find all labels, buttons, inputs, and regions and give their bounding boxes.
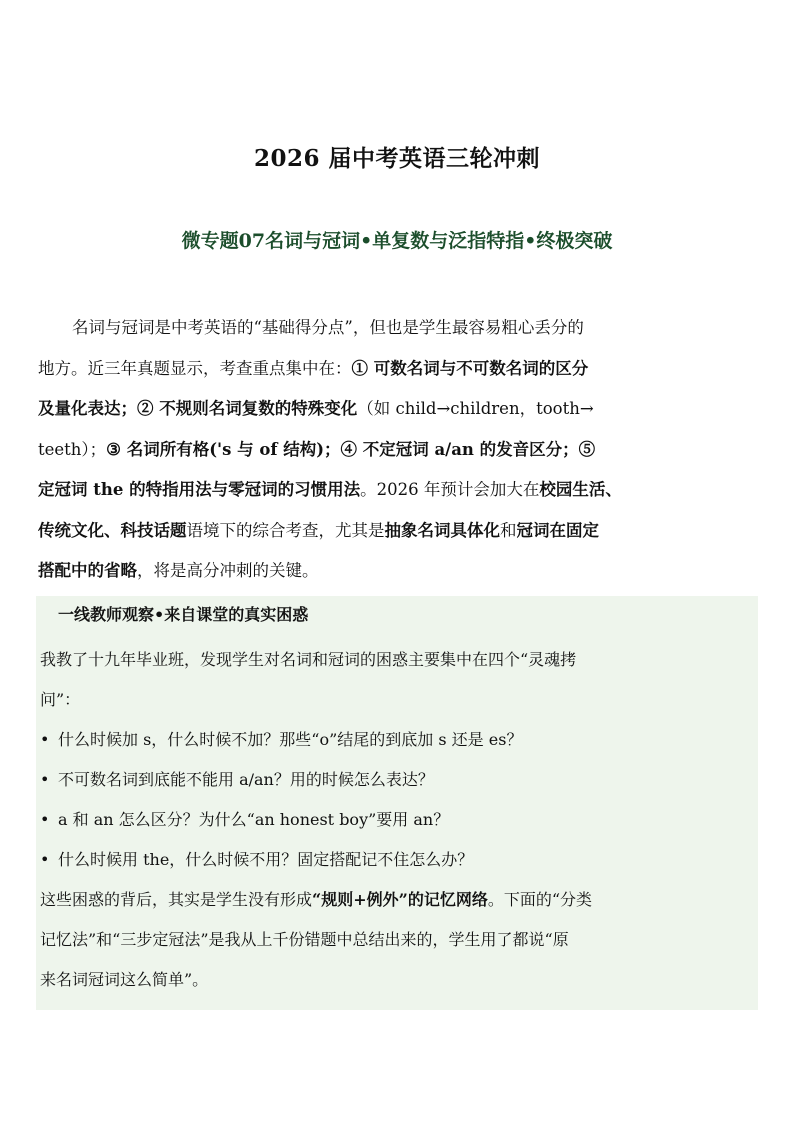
intro-text: 语境下的综合考查，尤其是 xyxy=(186,520,385,540)
list-item-text: 不可数名词到底能不能用 a/an？用的时候怎么表达？ xyxy=(58,770,434,789)
intro-text: 地方。近三年真题显示，考查重点集中在： xyxy=(38,358,352,378)
teacher-observation-box xyxy=(36,596,758,1010)
intro-text: 。2026 年预计会加大在 xyxy=(360,480,540,499)
bullet-icon: • xyxy=(40,810,50,829)
box-line xyxy=(40,880,754,920)
box-text: 。下面的“分类 xyxy=(487,890,593,909)
intro-line xyxy=(38,430,760,471)
intro-text: （如 child→children，tooth→ xyxy=(357,399,594,418)
list-item xyxy=(40,800,754,840)
intro-text: 名词与冠词是中考英语的“基础得分点”，但也是学生最容易粗心丢分的 xyxy=(72,318,584,337)
intro-emphasis: 搭配中的省略 xyxy=(38,561,137,580)
box-line xyxy=(40,960,754,1000)
intro-text: teeth）； xyxy=(38,439,107,459)
document-subtitle: 微专题07名词与冠词•单复数与泛指特指•终极突破 xyxy=(181,230,613,252)
box-line xyxy=(40,640,754,680)
box-emphasis: “规则+例外”的记忆网络 xyxy=(312,890,488,909)
list-item-text: a 和 an 怎么区分？为什么“an honest boy”要用 an？ xyxy=(58,810,450,829)
intro-emphasis: 冠词在固定 xyxy=(516,520,599,540)
bullet-icon: • xyxy=(40,730,50,749)
box-text: 我教了十九年毕业班，发现学生对名词和冠词的困惑主要集中在四个“灵魂拷 xyxy=(40,650,577,669)
intro-emphasis: 传统文化、科技话题 xyxy=(38,520,187,540)
box-text: 记忆法”和“三步定冠法”是我从上千份错题中总结出来的，学生用了都说“原 xyxy=(40,930,569,949)
intro-text: ，将是高分冲刺的关键。 xyxy=(137,561,319,580)
box-text: 来名词冠词这么简单”。 xyxy=(40,970,209,989)
box-line xyxy=(40,920,754,960)
intro-emphasis: 校园生活、 xyxy=(539,480,622,499)
document-title: 2026 届中考英语三轮冲刺 xyxy=(253,145,541,172)
intro-line xyxy=(38,389,760,430)
box-body xyxy=(40,640,754,1000)
box-line xyxy=(40,680,754,720)
intro-emphasis: 及量化表达；② 不规则名词复数的特殊变化 xyxy=(38,399,358,418)
box-text: 这些困惑的背后，其实是学生没有形成 xyxy=(40,890,313,909)
box-text: 问”： xyxy=(40,690,81,709)
intro-line xyxy=(38,511,760,552)
intro-line xyxy=(38,308,760,349)
intro-paragraph xyxy=(38,308,760,592)
list-item xyxy=(40,840,754,880)
box-title: 一线教师观察•来自课堂的真实困惑 xyxy=(58,605,309,624)
bullet-icon: • xyxy=(40,770,50,789)
intro-line xyxy=(38,470,760,511)
list-item-text: 什么时候加 s，什么时候不加？那些“o”结尾的到底加 s 还是 es？ xyxy=(58,730,523,749)
intro-emphasis: 抽象名词具体化 xyxy=(384,520,500,540)
list-item-text: 什么时候用 the，什么时候不用？固定搭配记不住怎么办？ xyxy=(58,850,474,869)
list-item xyxy=(40,760,754,800)
intro-line xyxy=(38,349,760,390)
bullet-icon: • xyxy=(40,850,50,869)
intro-text: 和 xyxy=(500,520,517,540)
intro-emphasis: ③ 名词所有格('s 与 of 结构)；④ 不定冠词 a/an 的发音区分；⑤ xyxy=(106,439,596,459)
intro-emphasis: ① 可数名词与不可数名词的区分 xyxy=(351,358,589,378)
intro-emphasis: 定冠词 the 的特指用法与零冠词的习惯用法 xyxy=(38,480,361,499)
list-item xyxy=(40,720,754,760)
intro-line xyxy=(38,551,760,592)
